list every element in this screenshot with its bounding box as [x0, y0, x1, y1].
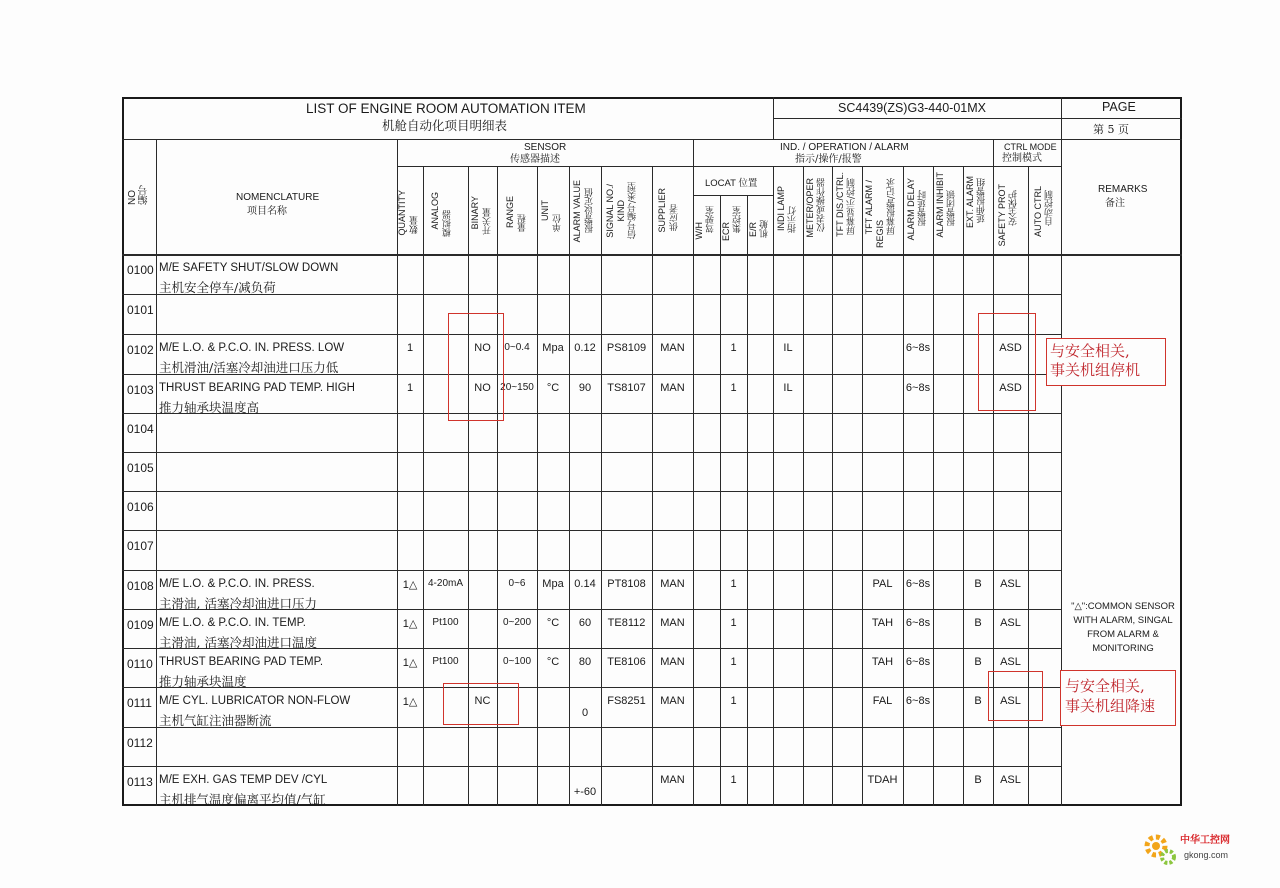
column-divider — [537, 166, 538, 806]
row-cell-supplier: MAN — [660, 617, 685, 629]
col-ctrl-mode-zh: 控制模式 — [1002, 153, 1042, 164]
row-cell-qty: 1△ — [402, 618, 418, 630]
row-cell-analog: Pt100 — [432, 656, 459, 667]
row-cell-binary: NO — [474, 382, 491, 394]
col-quantity-zh: 数量 — [410, 216, 420, 234]
column-divider — [773, 166, 774, 806]
col-alarm-delay: ALARM DELAY — [906, 178, 916, 241]
row-nomenclature-zh: 主机滑油/活塞冷却油进口压力低 — [159, 360, 339, 375]
column-divider — [832, 166, 833, 806]
row-number: 0102 — [127, 343, 154, 357]
row-cell-supplier: MAN — [660, 656, 685, 668]
row-number: 0100 — [127, 263, 154, 277]
column-divider — [423, 166, 424, 806]
col-ext-alarm-zh: 延伸报警组 — [977, 178, 987, 223]
row-cell-alarm: 60 — [578, 617, 592, 629]
row-cell-signal: FS8251 — [607, 695, 646, 707]
title-sep — [773, 97, 774, 140]
row-nomenclature-en: M/E EXH. GAS TEMP DEV /CYL — [159, 774, 328, 786]
column-divider — [963, 166, 964, 806]
col-ctrl-mode: CTRL MODE — [1004, 142, 1057, 152]
row-number: 0104 — [127, 422, 154, 436]
remarks-note-line2: WITH ALARM, SINGAL — [1073, 615, 1173, 626]
row-cell-tft-alarm: TAH — [871, 617, 894, 629]
row-divider — [122, 413, 1061, 414]
col-alarm-inhibit-zh: 报警闭锁 — [947, 190, 957, 226]
row-cell-ecr: 1 — [730, 342, 737, 354]
row-cell-ecr: 1 — [730, 695, 737, 707]
row-cell-ecr: 1 — [730, 656, 737, 668]
watermark-url: gkong.com — [1184, 850, 1229, 860]
col-sensor: SENSOR — [524, 142, 567, 153]
row-nomenclature-zh: 主机安全停车/减负荷 — [159, 280, 276, 295]
shutdown-annotation — [1046, 338, 1166, 386]
row-nomenclature-zh: 主滑油, 活塞冷却油进口温度 — [159, 635, 317, 650]
row-number: 0112 — [127, 736, 153, 750]
col-er-zh: 机舱 — [760, 220, 770, 238]
row-nomenclature-en: M/E L.O. & P.C.O. IN. PRESS. — [159, 578, 315, 590]
row-cell-delay: 6~8s — [905, 578, 931, 590]
row-nomenclature-zh: 主机气缸注油器断流 — [159, 713, 272, 728]
row-cell-delay: 6~8s — [905, 617, 931, 629]
sensor-subdivider — [397, 166, 693, 167]
col-alarm-value: ALARM VALUE — [572, 180, 582, 243]
row-cell-ecr: 1 — [730, 382, 737, 394]
col-unit-zh: 单位 — [553, 214, 563, 232]
col-ind-group-zh: 指示/操作/报警 — [795, 154, 862, 165]
row-cell-safety: ASL — [1000, 578, 1021, 590]
page-divider — [1061, 118, 1182, 119]
column-divider — [903, 166, 904, 806]
row-cell-supplier: MAN — [660, 695, 685, 707]
row-cell-alarm: 0.14 — [574, 578, 596, 590]
row-cell-range: 0~100 — [502, 656, 532, 667]
col-tft-alarm-regis: REGIS — [875, 220, 885, 249]
col-er: E/R — [748, 222, 758, 238]
row-cell-binary: NO — [474, 342, 491, 354]
col-auto-ctrl-zh: 自动控制 — [1045, 190, 1055, 226]
col-binary-zh: 开关量 — [483, 208, 493, 235]
watermark-brand: 中华工控网 — [1180, 835, 1230, 846]
row-cell-alarm: 0 — [581, 707, 589, 719]
row-nomenclature-en: M/E CYL. LUBRICATOR NON-FLOW — [159, 695, 351, 707]
row-number: 0111 — [127, 696, 152, 710]
row-divider — [122, 766, 1061, 767]
row-cell-signal: TE8106 — [607, 656, 646, 668]
row-cell-ext: B — [974, 578, 982, 590]
row-cell-range: 20~150 — [500, 382, 534, 393]
remarks-note-line1: "△":COMMON SENSOR — [1071, 601, 1175, 612]
col-no-zh: 编号 — [139, 185, 150, 205]
title-en: LIST OF ENGINE ROOM AUTOMATION ITEM — [306, 101, 586, 116]
ctrl-subdivider — [993, 166, 1061, 167]
column-divider — [803, 166, 804, 806]
col-supplier-zh: 供应者 — [670, 204, 680, 231]
col-signal-no: SIGNAL NO./ — [605, 184, 615, 238]
row-nomenclature-en: M/E L.O. & P.C.O. IN. PRESS. LOW — [159, 342, 345, 354]
column-divider — [652, 166, 653, 806]
column-divider — [156, 139, 157, 806]
row-number: 0107 — [127, 539, 154, 553]
row-number: 0106 — [127, 500, 154, 514]
row-cell-ext: B — [974, 656, 982, 668]
row-cell-ext: B — [974, 695, 982, 707]
col-supplier: SUPPLIER — [657, 188, 667, 233]
col-meter-zh: 仪表或操作器 — [817, 178, 827, 232]
row-cell-ext: B — [974, 774, 982, 786]
col-wh: W/H — [694, 222, 704, 240]
col-tft-dis: TFT DIS./CTRL. — [835, 172, 845, 237]
row-cell-supplier: MAN — [660, 578, 685, 590]
row-cell-qty: 1 — [406, 382, 414, 394]
row-cell-alarm: 90 — [578, 382, 592, 394]
row-cell-signal: TE8112 — [607, 617, 646, 629]
col-alarm-inhibit: ALARM INHIBIT — [935, 172, 945, 238]
row-cell-safety: ASL — [1000, 656, 1021, 668]
row-nomenclature-en: M/E SAFETY SHUT/SLOW DOWN — [159, 262, 339, 274]
col-range: RANGE — [505, 196, 515, 229]
row-cell-supplier: MAN — [660, 342, 685, 354]
column-divider — [933, 166, 934, 806]
row-cell-signal: TS8107 — [607, 382, 646, 394]
col-wh-zh: 驾驶室 — [706, 206, 716, 233]
row-cell-delay: 6~8s — [905, 342, 931, 354]
row-cell-analog: Pt100 — [432, 617, 459, 628]
row-nomenclature-zh: 推力轴承块温度 — [159, 674, 247, 689]
row-divider — [122, 687, 1061, 688]
page-label: PAGE — [1102, 100, 1136, 114]
col-unit: UNIT — [540, 200, 550, 221]
row-cell-qty: 1△ — [402, 579, 418, 591]
slowdown-annotation-line2: 事关机组降速 — [1065, 697, 1156, 715]
column-divider — [747, 195, 748, 806]
col-indi-lamp-zh: 指示灯 — [788, 206, 798, 233]
row-cell-range: 0~200 — [502, 617, 532, 628]
col-no: NO — [127, 190, 138, 205]
gear-icon — [1142, 832, 1178, 868]
row-divider — [122, 491, 1061, 492]
row-cell-tft-alarm: PAL — [872, 578, 893, 590]
col-remarks-zh: 备注 — [1105, 198, 1125, 209]
col-signal-zh: 信号编号/类型 — [628, 182, 638, 240]
row-cell-indi: IL — [783, 382, 793, 394]
row-cell-analog: 4-20mA — [427, 578, 463, 589]
ind-subdivider — [693, 166, 993, 167]
col-indi-lamp: INDI LAMP — [776, 186, 786, 232]
row-cell-unit: °C — [546, 656, 560, 668]
column-divider — [601, 166, 602, 806]
slowdown-annotation-line1: 与安全相关, — [1065, 677, 1145, 695]
row-cell-safety: ASL — [1000, 774, 1021, 786]
row-cell-safety: ASL — [1000, 695, 1021, 707]
row-cell-alarm: 80 — [578, 656, 592, 668]
row-cell-qty: 1△ — [402, 657, 418, 669]
row-cell-unit: °C — [546, 382, 560, 394]
row-cell-binary: NC — [474, 695, 491, 707]
docno-divider — [773, 118, 1061, 119]
shutdown-annotation-line2: 事关机组停机 — [1050, 361, 1141, 379]
col-meter: METER/OPER — [805, 178, 815, 238]
row-cell-delay: 6~8s — [905, 656, 931, 668]
col-analog-zh: 模拟器 — [443, 210, 453, 237]
col-nomenclature: NOMENCLATURE — [236, 192, 320, 203]
col-safety-prot-zh: 安全保护 — [1009, 190, 1019, 226]
row-number: 0110 — [127, 657, 153, 671]
row-number: 0113 — [127, 775, 153, 789]
row-cell-signal: PS8109 — [606, 342, 647, 354]
row-cell-alarm: 0.12 — [574, 342, 596, 354]
col-tft-dis-zh: 屏幕显示/控制 — [847, 178, 857, 236]
col-alarm-delay-zh: 报警延时 — [918, 190, 928, 226]
row-cell-indi: IL — [783, 342, 793, 354]
row-cell-unit: °C — [546, 617, 560, 629]
col-ecr-zh: 集控室 — [733, 206, 743, 233]
row-cell-ecr: 1 — [730, 578, 737, 590]
gkong-watermark — [1142, 832, 1230, 873]
row-number: 0101 — [127, 303, 154, 317]
row-nomenclature-zh: 主机排气温度偏离平均值/气缸 — [159, 792, 326, 807]
shutdown-annotation-line1: 与安全相关, — [1050, 342, 1130, 360]
row-nomenclature-en: THRUST BEARING PAD TEMP. — [159, 656, 324, 668]
col-auto-ctrl: AUTO CTRL — [1033, 186, 1043, 237]
row-cell-safety: ASD — [999, 382, 1022, 394]
binary-highlight-box — [448, 313, 504, 421]
row-cell-tft-alarm: FAL — [872, 695, 893, 707]
document-number: SC4439(ZS)G3-440-01MX — [838, 101, 986, 115]
row-nomenclature-en: M/E L.O. & P.C.O. IN. TEMP. — [159, 617, 306, 629]
row-cell-qty: 1△ — [402, 696, 418, 708]
row-cell-delay: 6~8s — [905, 695, 931, 707]
row-cell-ext: B — [974, 617, 982, 629]
row-cell-unit: Mpa — [542, 342, 564, 354]
row-cell-ecr: 1 — [730, 617, 737, 629]
row-cell-ecr: 1 — [730, 774, 737, 786]
row-nomenclature-en: THRUST BEARING PAD TEMP. HIGH — [159, 382, 355, 394]
remarks-note-line4: MONITORING — [1092, 643, 1154, 654]
row-cell-signal: PT8108 — [607, 578, 646, 590]
row-cell-tft-alarm: TAH — [871, 656, 894, 668]
safety-asl-highlight-box — [988, 671, 1043, 721]
row-divider — [122, 452, 1061, 453]
col-nomenclature-zh: 项目名称 — [247, 206, 287, 217]
row-number: 0105 — [127, 461, 154, 475]
slowdown-annotation — [1060, 670, 1176, 726]
column-divider — [862, 166, 863, 806]
col-safety-prot: SAFETY PROT — [997, 184, 1007, 247]
row-number: 0109 — [127, 618, 154, 632]
binary-nc-highlight-box — [443, 683, 519, 725]
row-divider — [122, 570, 1061, 571]
title-zh: 机舱自动化项目明细表 — [382, 118, 508, 133]
col-signal-kind: KIND — [616, 200, 626, 222]
row-cell-tft-alarm: TDAH — [867, 774, 898, 786]
column-divider — [720, 195, 721, 806]
page-number: 第 5 页 — [1093, 123, 1129, 136]
row-cell-supplier: MAN — [660, 774, 685, 786]
header-divider — [122, 139, 1182, 140]
col-locat: LOCAT 位置 — [705, 178, 758, 189]
col-binary: BINARY — [470, 196, 480, 230]
row-cell-safety: ASD — [999, 342, 1022, 354]
col-remarks: REMARKS — [1098, 184, 1148, 195]
row-nomenclature-zh: 推力轴承块温度高 — [159, 400, 260, 415]
col-alarm-value-zh: 报警设定值 — [585, 188, 595, 233]
col-quantity: QUANTITY — [397, 190, 407, 236]
row-divider — [122, 334, 1061, 335]
row-cell-safety: ASL — [1000, 617, 1021, 629]
row-number: 0108 — [127, 579, 154, 593]
row-divider — [122, 530, 1061, 531]
row-cell-delay: 6~8s — [905, 382, 931, 394]
locat-subdivider — [693, 195, 773, 196]
col-ext-alarm: EXT. ALARM — [965, 176, 975, 229]
row-number: 0103 — [127, 383, 154, 397]
row-cell-alarm: +-60 — [573, 786, 597, 798]
col-ind-group: IND. / OPERATION / ALARM — [780, 142, 909, 153]
row-cell-unit: Mpa — [542, 578, 564, 590]
col-ecr: ECR — [721, 222, 731, 242]
remarks-note-line3: FROM ALARM & — [1087, 629, 1159, 640]
safety-highlight-box — [978, 313, 1036, 411]
col-sensor-zh: 传感器描述 — [510, 154, 560, 165]
col-tft-alarm-zh: 屏幕报警/记录 — [887, 178, 897, 236]
col-tft-alarm: TFT ALARM / — [864, 180, 874, 235]
row-cell-supplier: MAN — [660, 382, 685, 394]
row-cell-qty: 1 — [406, 342, 414, 354]
row-cell-range: 0~6 — [508, 578, 526, 589]
row-cell-range: 0~0.4 — [504, 342, 530, 353]
col-range-zh: 量程 — [518, 214, 528, 232]
col-analog: ANALOG — [430, 192, 440, 230]
row-nomenclature-zh: 主滑油, 活塞冷却油进口压力 — [159, 596, 317, 611]
